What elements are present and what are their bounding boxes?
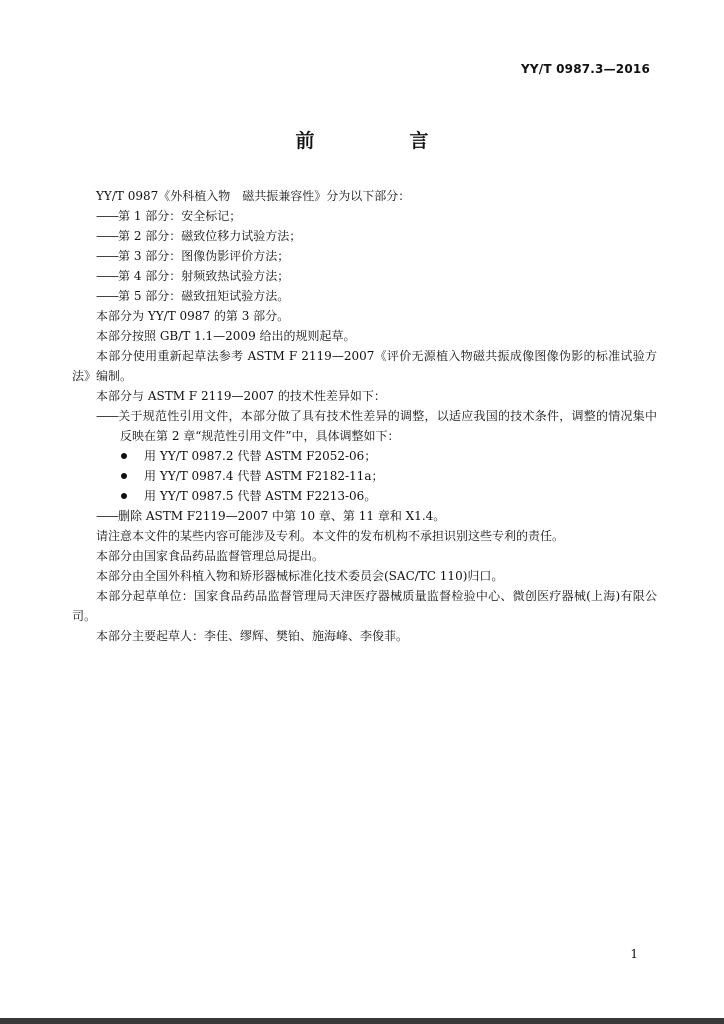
drafters: 本部分主要起草人：李佳、缪辉、樊铂、施海峰、李俊菲。 — [96, 629, 409, 643]
part-text: 第 2 部分：磁致位移力试验方法； — [118, 229, 302, 243]
dash-mark: —— — [96, 509, 118, 523]
bullet-item — [72, 486, 657, 506]
foreword-body — [72, 186, 657, 646]
reference-statement: 本部分使用重新起草法参考 ASTM F 2119—2007《评价无源植入物磁共振成像图像伪影的标准试验方法》编制。 — [72, 349, 657, 383]
standard-number: YY/T 0987.3—2016 — [520, 62, 650, 76]
bullet-text: 用 YY/T 0987.2 代替 ASTM F2052-06； — [144, 449, 377, 463]
dash-mark: —— — [96, 269, 118, 283]
part-text: 第 5 部分：磁致扭矩试验方法。 — [118, 289, 290, 303]
bullet-text: 用 YY/T 0987.5 代替 ASTM F2213-06。 — [144, 489, 377, 503]
part-list-item — [72, 226, 657, 246]
dash-mark: —— — [96, 229, 118, 243]
part-list-item — [72, 266, 657, 286]
dash-mark: —— — [96, 289, 118, 303]
page-title: 前 言 — [295, 130, 467, 152]
dash-mark: —— — [96, 249, 118, 263]
bullet-item — [72, 446, 657, 466]
bullet-item — [72, 466, 657, 486]
differences-intro: 本部分与 ASTM F 2119—2007 的技术性差异如下： — [96, 389, 386, 403]
bullet-text: 用 YY/T 0987.4 代替 ASTM F2182-11a； — [144, 469, 384, 483]
intro-paragraph: YY/T 0987《外科植入物 磁共振兼容性》分为以下部分： — [96, 189, 411, 203]
dash-mark: —— — [96, 409, 118, 423]
difference-item — [72, 506, 657, 526]
part-text: 第 4 部分：射频致热试验方法； — [118, 269, 290, 283]
bullet-dot-icon — [121, 493, 127, 499]
bullet-dot-icon — [121, 473, 127, 479]
committee-statement: 本部分由全国外科植入物和矫形器械标准化技术委员会(SAC/TC 110)归口。 — [96, 569, 504, 583]
bullet-dot-icon — [121, 453, 127, 459]
difference-text: 删除 ASTM F2119—2007 中第 10 章、第 11 章和 X1.4。 — [118, 509, 446, 523]
drafting-rules: 本部分按照 GB/T 1.1—2009 给出的规则起草。 — [96, 329, 356, 343]
part-list-item — [72, 206, 657, 226]
dash-mark: —— — [96, 209, 118, 223]
part-statement: 本部分为 YY/T 0987 的第 3 部分。 — [96, 309, 290, 323]
part-list-item — [72, 286, 657, 306]
part-text: 第 1 部分：安全标记； — [118, 209, 242, 223]
difference-text: 关于规范性引用文件，本部分做了具有技术性差异的调整，以适应我国的技术条件，调整的情况集中反映在第 2 章“规范性引用文件”中，具体调整如下： — [118, 409, 657, 443]
part-list-item — [72, 246, 657, 266]
part-text: 第 3 部分：图像伪影评价方法； — [118, 249, 290, 263]
proposer-statement: 本部分由国家食品药品监督管理总局提出。 — [96, 549, 325, 563]
page-number: 1 — [630, 947, 638, 961]
patent-notice: 请注意本文件的某些内容可能涉及专利。本文件的发布机构不承担识别这些专利的责任。 — [96, 529, 565, 543]
bottom-divider — [0, 1018, 724, 1024]
drafting-units: 本部分起草单位：国家食品药品监督管理局天津医疗器械质量监督检验中心、微创医疗器械(上海)有限公司。 — [72, 589, 657, 623]
difference-item — [72, 406, 657, 446]
